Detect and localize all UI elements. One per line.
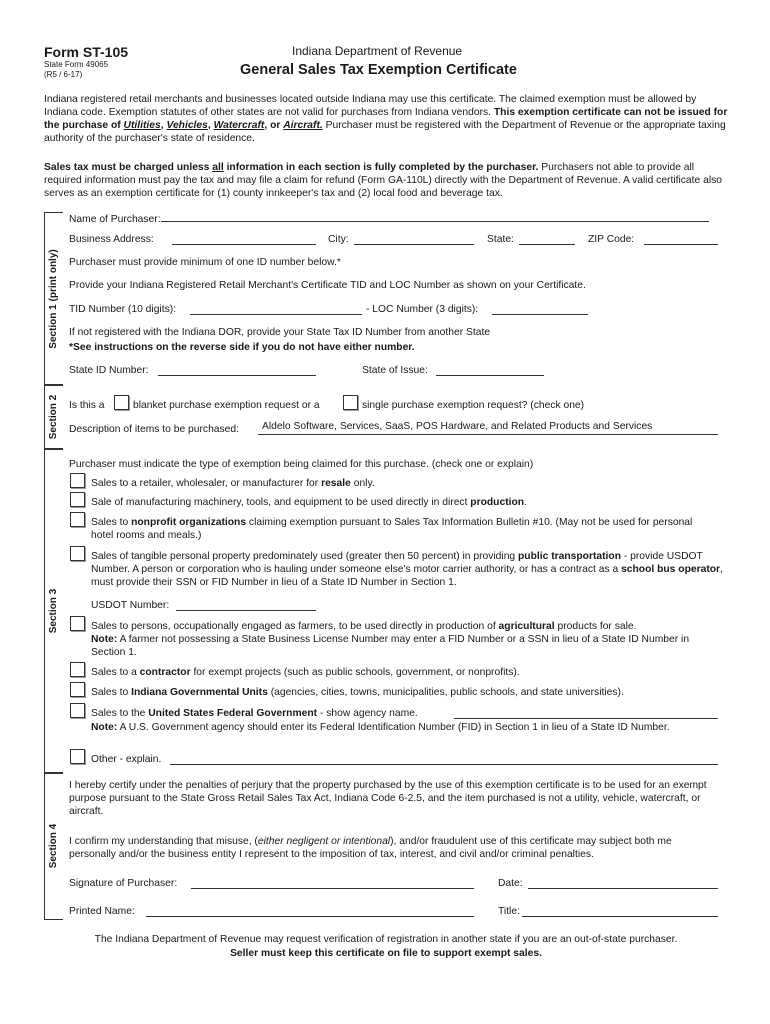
signature-field[interactable] bbox=[191, 878, 474, 889]
usdot-label: USDOT Number: bbox=[91, 600, 170, 611]
sales-tax-paragraph: Sales tax must be charged unless all information in each section is fully completed by the purchaser. Purchasers not able to provide all required information must pay the tax and may file a claim for refund (Form GA-110L) directly with the Department of Revenue. A valid certificate also serves as an exemption certificate for (1) county innkeeper's tax and (2) local food and beverage tax. bbox=[44, 162, 722, 199]
city-field[interactable] bbox=[354, 234, 474, 245]
section-1-tab: Section 1 (print only) bbox=[44, 212, 63, 386]
tid-field[interactable] bbox=[190, 304, 362, 315]
other-label: Other - explain. bbox=[91, 754, 162, 765]
see-instructions-note: *See instructions on the reverse side if you do not have either number. bbox=[69, 342, 415, 353]
business-address-label: Business Address: bbox=[69, 234, 154, 245]
governmental-units-label: Sales to Indiana Governmental Units (agencies, cities, towns, municipalities, public schools, and state universities). bbox=[91, 687, 624, 698]
state-form: State Form 49065 bbox=[44, 60, 109, 69]
state-label: State: bbox=[487, 234, 514, 245]
confirm-statement: I confirm my understanding that misuse, (either negligent or intentional), and/or fraudulent use of this certificate may subject both me personally and/or the business entity I represent to the imposition of tax, interest, and civil and/or criminal penalties. bbox=[69, 836, 672, 860]
footer-seller-note: Seller must keep this certificate on file to support exempt sales. bbox=[230, 948, 542, 959]
public-transportation-checkbox[interactable] bbox=[70, 546, 85, 561]
description-value[interactable]: Aldelo Software, Services, SaaS, POS Hardware, and Related Products and Services bbox=[262, 421, 653, 432]
loc-field[interactable] bbox=[492, 304, 588, 315]
state-id-label: State ID Number: bbox=[69, 365, 149, 376]
governmental-units-checkbox[interactable] bbox=[70, 682, 85, 697]
section-2-tab: Section 2 bbox=[44, 384, 63, 450]
single-label: single purchase exemption request? (check one) bbox=[362, 400, 585, 411]
not-registered-note: If not registered with the Indiana DOR, provide your State Tax ID Number from another State bbox=[69, 327, 491, 338]
resale-label: Sales to a retailer, wholesaler, or manufacturer for resale only. bbox=[91, 478, 375, 489]
printed-name-label: Printed Name: bbox=[69, 906, 135, 917]
single-checkbox[interactable] bbox=[343, 395, 358, 410]
zip-field[interactable] bbox=[644, 234, 718, 245]
federal-government-note: Note: A U.S. Government agency should enter its Federal Identification Number (FID) in Section 1 in lieu of a State ID Number. bbox=[91, 722, 670, 733]
resale-checkbox[interactable] bbox=[70, 473, 85, 488]
contractor-checkbox[interactable] bbox=[70, 662, 85, 677]
federal-government-checkbox[interactable] bbox=[70, 703, 85, 718]
state-id-field[interactable] bbox=[158, 365, 316, 376]
federal-government-label: Sales to the United States Federal Government - show agency name. bbox=[91, 708, 418, 719]
public-transportation-label: Sales of tangible personal property predominately used (greater then 50 percent) in providing public transportation - provide USDOT Number. A person or corporation who is hauling under someone else's motor carrier authority, or has a contract as a school bus operator, must provide their SSN or FID Number in lieu of a State ID Number in Section 1. bbox=[91, 551, 723, 588]
footer-note: The Indiana Department of Revenue may request verification of registration in another state if you are an out-of-state purchaser. bbox=[94, 934, 678, 945]
business-address-field[interactable] bbox=[172, 234, 316, 245]
city-label: City: bbox=[328, 234, 349, 245]
section-4-tab: Section 4 bbox=[44, 772, 63, 920]
certify-statement: I hereby certify under the penalties of perjury that the property purchased by the use of this exemption certificate is to be used for an exempt purpose pursuant to the State Gross Retail Sales Tax Act, Indiana Code 6-2.5, and the item purchased is not a utility, vehicle, watercraft, or aircraft. bbox=[69, 780, 707, 817]
loc-label: - LOC Number (3 digits): bbox=[366, 304, 479, 315]
blanket-label: blanket purchase exemption request or a bbox=[133, 400, 320, 411]
date-field[interactable] bbox=[528, 878, 718, 889]
printed-name-field[interactable] bbox=[146, 906, 474, 917]
agricultural-label: Sales to persons, occupationally engaged as farmers, to be used directly in production of agricultural products for sale. Note: A farmer not possessing a State Business License Number may enter a FID Number or a SSN in lieu of a State ID Number in Section 1. bbox=[91, 621, 690, 658]
intro-paragraph: Indiana registered retail merchants and businesses located outside Indiana may use this certificate. The claimed exemption must be allowed by Indiana code. Exemption statutes of other states are not valid for purchases from Indiana vendors. This exemption certificate can not be issued for the purchase of Utilities, Vehicles, Watercraft, or Aircraft. Purchaser must be registered with the Department of Revenue or the appropriate taxing authority of the purchaser's state of residence. bbox=[44, 94, 728, 144]
nonprofit-checkbox[interactable] bbox=[70, 512, 85, 527]
signature-label: Signature of Purchaser: bbox=[69, 878, 178, 889]
min-id-note: Purchaser must provide minimum of one ID number below.* bbox=[69, 257, 341, 268]
production-label: Sale of manufacturing machinery, tools, and equipment to be used directly in direct production. bbox=[91, 497, 527, 508]
provide-tid-note: Provide your Indiana Registered Retail Merchant's Certificate TID and LOC Number as shown on your Certificate. bbox=[69, 280, 586, 291]
title-label: Title: bbox=[498, 906, 520, 917]
contractor-label: Sales to a contractor for exempt projects (such as public schools, government, or nonprofits). bbox=[91, 667, 520, 678]
description-label: Description of items to be purchased: bbox=[69, 424, 239, 435]
usdot-field[interactable] bbox=[176, 600, 316, 611]
state-of-issue-label: State of Issue: bbox=[362, 365, 428, 376]
production-checkbox[interactable] bbox=[70, 492, 85, 507]
page-title: General Sales Tax Exemption Certificate bbox=[240, 62, 517, 78]
state-field[interactable] bbox=[519, 234, 575, 245]
is-this-a-label: Is this a bbox=[69, 400, 105, 411]
nonprofit-label: Sales to nonprofit organizations claiming exemption pursuant to Sales Tax Information Bulletin #10. (May not be used for personal hotel rooms and meals.) bbox=[91, 517, 693, 541]
other-explain-field[interactable] bbox=[170, 754, 718, 765]
name-of-purchaser-field[interactable] bbox=[161, 211, 709, 222]
tid-label: TID Number (10 digits): bbox=[69, 304, 177, 315]
title-field[interactable] bbox=[522, 906, 718, 917]
zip-label: ZIP Code: bbox=[588, 234, 635, 245]
agency-name-field[interactable] bbox=[454, 708, 718, 719]
section3-intro: Purchaser must indicate the type of exemption being claimed for this purchase. (check one or explain) bbox=[69, 459, 534, 470]
section-3-tab: Section 3 bbox=[44, 448, 63, 774]
other-checkbox[interactable] bbox=[70, 749, 85, 764]
blanket-checkbox[interactable] bbox=[114, 395, 129, 410]
date-label: Date: bbox=[498, 878, 523, 889]
agricultural-checkbox[interactable] bbox=[70, 616, 85, 631]
revision: (R5 / 6-17) bbox=[44, 70, 83, 79]
form-number: Form ST-105 bbox=[44, 44, 129, 60]
department: Indiana Department of Revenue bbox=[292, 44, 463, 58]
name-of-purchaser-row: Name of Purchaser: bbox=[69, 211, 709, 227]
state-of-issue-field[interactable] bbox=[436, 365, 544, 376]
